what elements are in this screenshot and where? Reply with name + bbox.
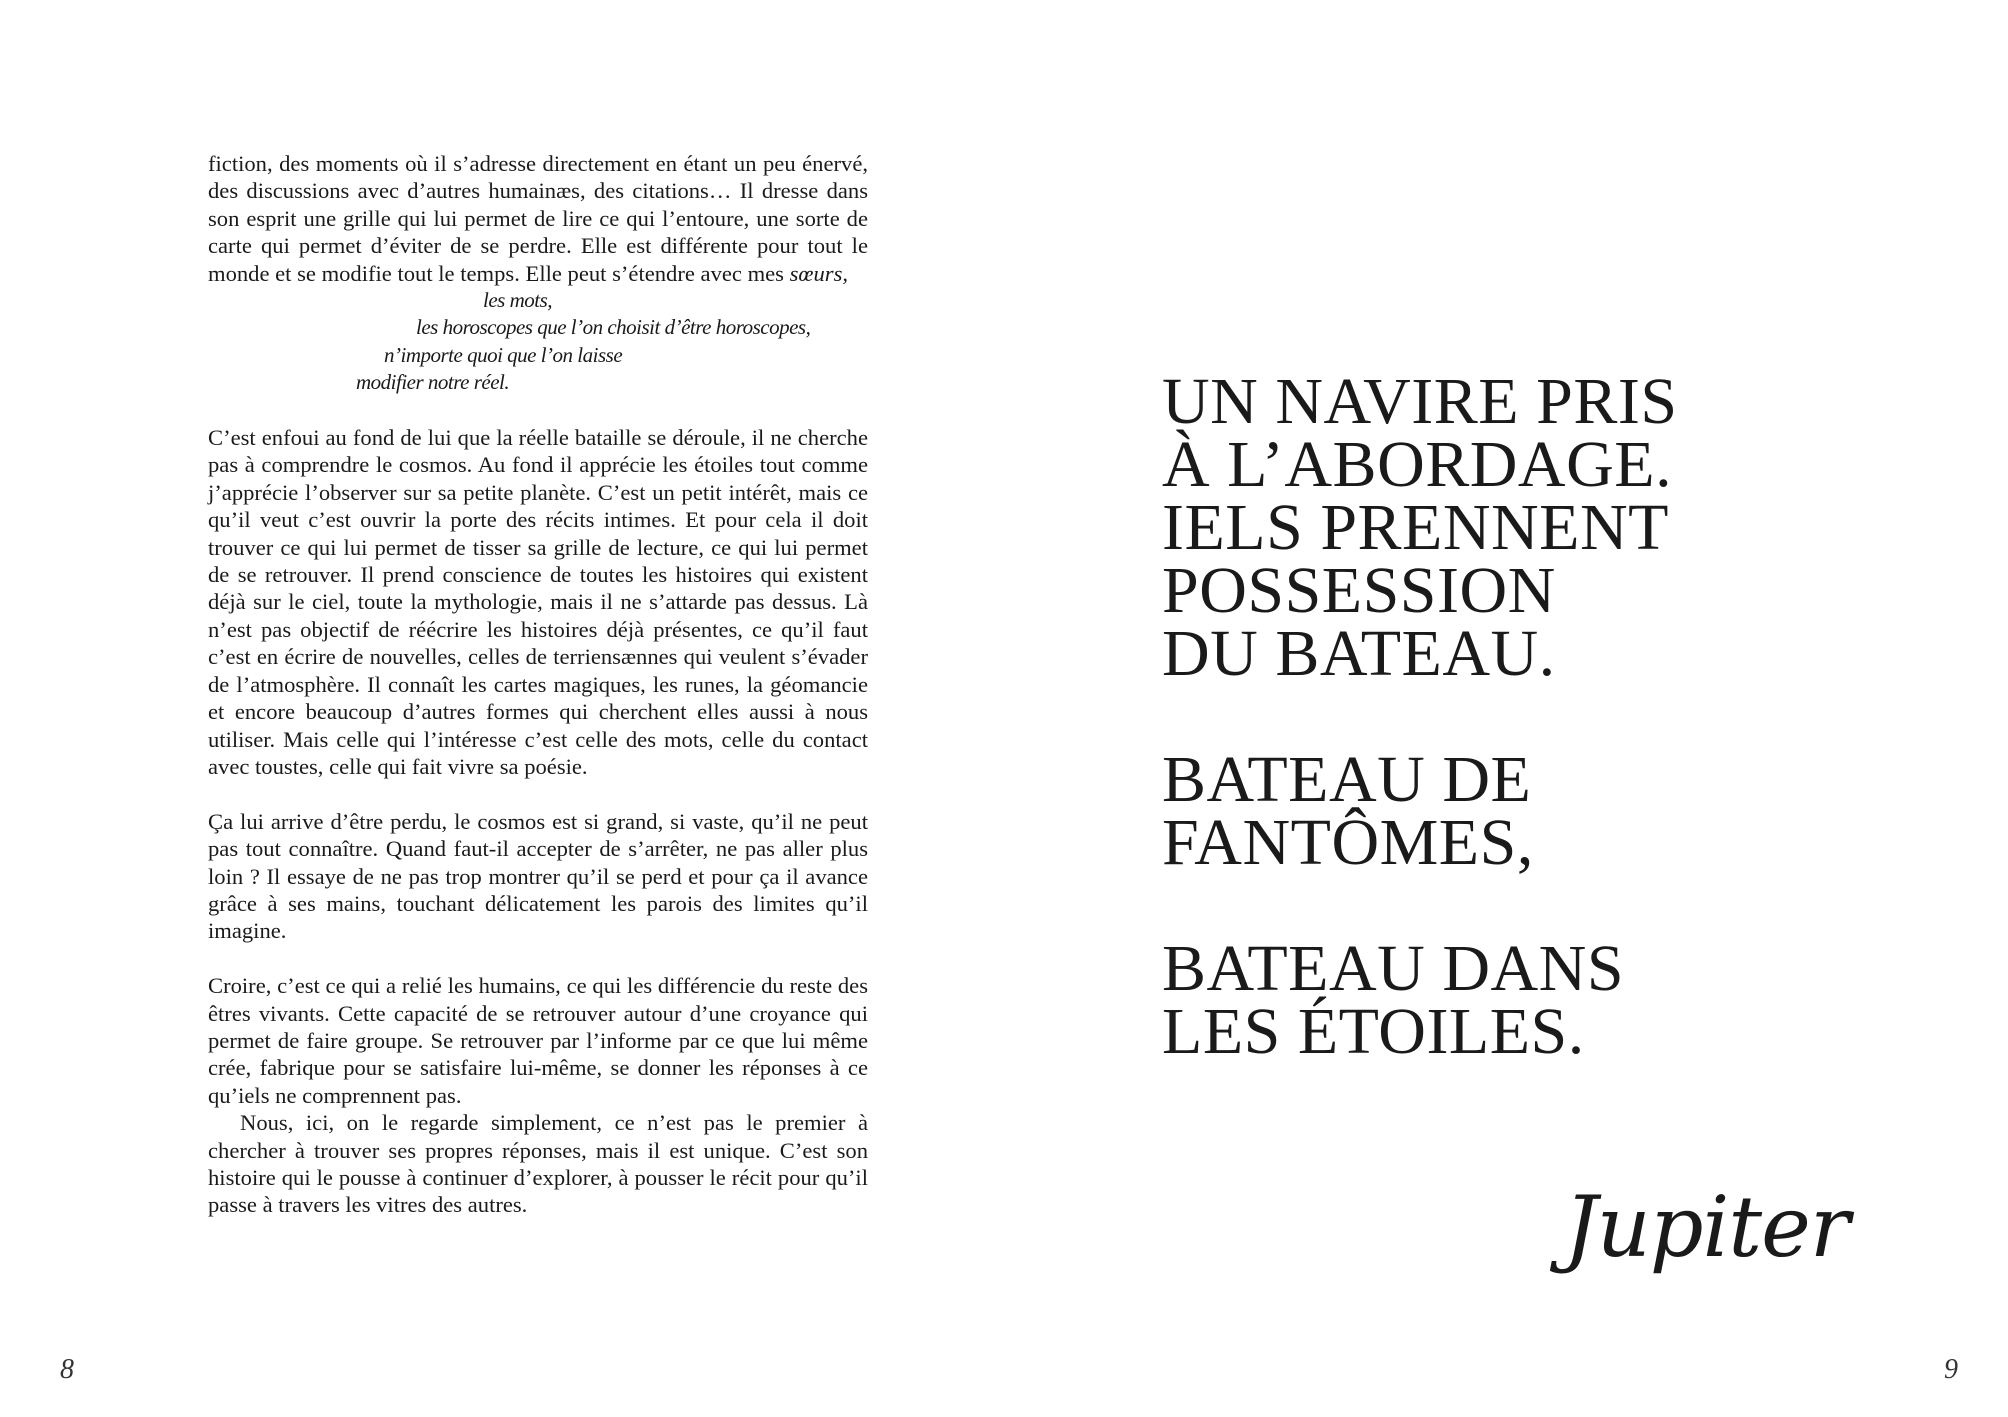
verse-line: modifier notre réel.: [356, 370, 510, 395]
headline-line: DU BATEAU.: [1162, 617, 1556, 690]
headline-line: POSSESSION: [1162, 554, 1556, 627]
headline-line: BATEAU DE: [1162, 743, 1532, 816]
headline-line: À L’ABORDAGE.: [1162, 428, 1673, 501]
page-number-right: 9: [1944, 1354, 1958, 1385]
paragraph-1-line: l’entoure, une sorte de carte qui permet d’éviter de se perdre.: [208, 205, 868, 259]
right-page: [1004, 0, 2008, 1417]
verse-line: les horoscopes que l’on choisit d’être horoscopes,: [416, 315, 811, 340]
signature-jupiter: Jupiter: [1564, 1178, 1850, 1276]
headline: [1162, 365, 1862, 1068]
headline-line: IELS PRENNENT: [1162, 491, 1669, 564]
headline-block-1: [1162, 365, 1862, 690]
paragraph-2: C’est enfoui au fond de lui que la réelle bataille se déroule, il ne cherche pas à comprendre le cosmos. Au fond il apprécie les étoiles tout comme j’apprécie l’observer sur sa petite planète. C’est un petit intérêt, mais ce qu’il veut c’est ouvrir la porte des récits intimes. Et pour cela il doit trouver ce qui lui permet de tisser sa grille de lecture, ce qui lui permet de se retrouver. Il prend conscience de toutes les histoires qui existent déjà sur le ciel, toute la mythologie, mais il ne s’attarde pas dessus. Là n’est pas objectif de réécrire les histoires déjà présentes, ce qu’il faut c’est en écrire de nouvelles, celles de terriensænnes qui veulent s’évader de l’atmosphère. Il connaît les cartes magiques, les runes, la géomancie et encore beaucoup d’autres formes qui cherchent elles aussi à nous utiliser. Mais celle qui l’intéresse c’est celle des mots, celle du contact avec toustes, celle qui fait vivre sa poésie.: [208, 425, 868, 779]
headline-line: BATEAU DANS: [1162, 932, 1625, 1005]
verse-line: n’importe quoi que l’on laisse: [384, 342, 623, 367]
paragraph-1-line: fiction, des moments où il s’adresse directement en étant un peu: [208, 151, 796, 176]
body-text: [208, 150, 868, 1219]
verse-line: les mots,: [483, 288, 552, 313]
paragraph-1-line: Elle peut s’étendre avec mes: [525, 260, 784, 286]
headline-line: UN NAVIRE PRIS: [1162, 365, 1678, 438]
verse-block: [208, 287, 868, 397]
paragraph-4: Croire, c’est ce qui a relié les humains, ce qui les différencie du reste des êtres vivants. Cette capacité de se retrouver autour d’une croyance qui permet de faire groupe. Se retrouver par l’informe par ce que lui même crée, fabrique pour se satisfaire lui-même, se donner les réponses à ce qu’iels ne comprennent pas.: [208, 973, 868, 1108]
paragraph-1-line: énervé, des discussions avec d’autres humainæs, des citations…: [208, 151, 869, 204]
emphasis-soeurs: sœurs,: [789, 260, 849, 286]
paragraph-5: Nous, ici, on le regarde simplement, ce n’est pas le premier à chercher à trouver ses propres réponses, mais il est unique. C’est son histoire qui le pousse à continuer d’explorer, à pousser le récit pour qu’il passe à travers les vitres des autres.: [208, 1110, 868, 1218]
paragraph-3: Ça lui arrive d’être perdu, le cosmos est si grand, si vaste, qu’il ne peut pas tout connaître. Quand faut-il accepter de s’arrêter, ne pas aller plus loin ? Il essaye de ne pas trop montrer qu’il se perd et pour ça il avance grâce à ses mains, touchant délicatement les parois des limites qu’il imagine.: [208, 808, 868, 944]
paragraph-1-line: Elle est différente pour tout le monde et se modifie tout le temps.: [208, 233, 868, 286]
page-number-left: 8: [60, 1354, 74, 1385]
headline-block-2: [1162, 743, 1862, 879]
headline-line: FANTÔMES,: [1162, 806, 1534, 879]
headline-block-3: [1162, 932, 1862, 1068]
headline-line: LES ÉTOILES.: [1162, 995, 1585, 1068]
paragraph-1-line: Il dresse dans son esprit une grille qui lui permet de lire ce qui: [208, 178, 868, 231]
paragraph-1: [208, 150, 868, 287]
